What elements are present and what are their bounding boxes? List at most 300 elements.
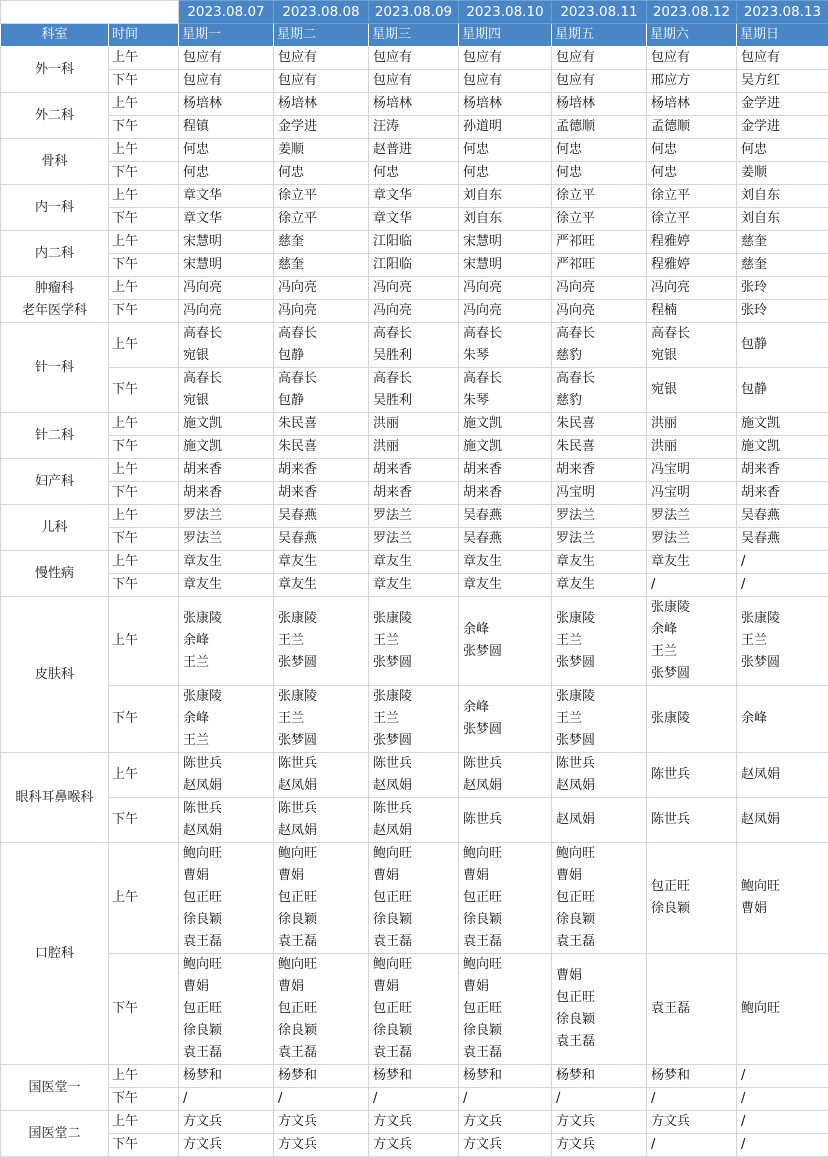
doctor-name: 金学进 <box>278 116 368 138</box>
doctor-name: 张梦圆 <box>556 730 646 752</box>
doctor-name: 袁王磊 <box>373 931 458 953</box>
doctor-name: 曹娟 <box>741 898 828 920</box>
doctor-name: 徐良颖 <box>183 909 273 931</box>
doctor-cell <box>459 753 552 798</box>
doctor-name: 章友生 <box>373 551 458 573</box>
date-header-row <box>1 1 828 24</box>
doctor-cell <box>552 93 647 116</box>
schedule-row <box>1 300 828 323</box>
doctor-cell <box>179 413 274 436</box>
doctor-cell <box>459 231 552 254</box>
doctor-cell <box>647 162 737 185</box>
doctor-cell <box>647 574 737 597</box>
doctor-name: 何忠 <box>373 162 458 184</box>
department-name-line: 皮肤科 <box>1 664 108 686</box>
doctor-name: 曹娟 <box>278 976 368 998</box>
doctor-cell <box>369 185 459 208</box>
doctor-name: 包应有 <box>556 70 646 92</box>
period-label: 上午 <box>109 459 179 482</box>
doctor-name: 杨梦和 <box>183 1065 273 1087</box>
doctor-cell <box>552 231 647 254</box>
doctor-name: 包正旺 <box>183 998 273 1020</box>
doctor-cell <box>179 300 274 323</box>
doctor-name: 曹娟 <box>556 865 646 887</box>
doctor-name: / <box>183 1088 273 1110</box>
doctor-cell <box>459 482 552 505</box>
department-name-line: 针一科 <box>1 357 108 379</box>
doctor-cell <box>179 368 274 413</box>
doctor-name: 张梦圆 <box>278 730 368 752</box>
department-name <box>1 843 109 1065</box>
doctor-name: 陈世兵 <box>183 798 273 820</box>
doctor-name: 徐良颖 <box>183 1020 273 1042</box>
doctor-name: 宋慧明 <box>463 254 551 276</box>
doctor-cell <box>179 551 274 574</box>
doctor-cell <box>179 208 274 231</box>
doctor-cell <box>459 277 552 300</box>
doctor-name: 袁王磊 <box>373 1042 458 1064</box>
doctor-cell <box>179 686 274 753</box>
doctor-name: 章友生 <box>556 551 646 573</box>
doctor-name: 徐良颖 <box>373 909 458 931</box>
period-label: 下午 <box>109 798 179 843</box>
doctor-name: 陈世兵 <box>463 753 551 775</box>
doctor-cell <box>737 300 828 323</box>
doctor-cell <box>552 505 647 528</box>
doctor-cell <box>647 139 737 162</box>
doctor-cell <box>179 798 274 843</box>
doctor-name: 章友生 <box>651 551 736 573</box>
department-name <box>1 185 109 231</box>
doctor-name: 包应有 <box>463 70 551 92</box>
period-label: 上午 <box>109 47 179 70</box>
doctor-name: 章友生 <box>183 574 273 596</box>
weekday-header: 星期六 <box>647 24 737 47</box>
doctor-name: 朱民喜 <box>278 413 368 435</box>
doctor-cell <box>369 70 459 93</box>
doctor-cell <box>274 505 369 528</box>
doctor-name: 吴方红 <box>741 70 828 92</box>
doctor-name: 曹娟 <box>556 965 646 987</box>
doctor-name: 张梦圆 <box>651 663 736 685</box>
doctor-cell <box>369 551 459 574</box>
doctor-cell <box>459 459 552 482</box>
doctor-name: 洪丽 <box>373 436 458 458</box>
doctor-name: 陈世兵 <box>278 753 368 775</box>
doctor-name: 袁王磊 <box>463 931 551 953</box>
schedule-row <box>1 323 828 368</box>
doctor-cell <box>459 93 552 116</box>
doctor-cell <box>179 1065 274 1088</box>
time-column-header: 时间 <box>109 24 179 47</box>
doctor-cell <box>274 185 369 208</box>
doctor-name: 杨培林 <box>463 93 551 115</box>
doctor-name: 高春长 <box>651 323 736 345</box>
doctor-name: 袁王磊 <box>651 998 736 1020</box>
doctor-name: 宛银 <box>651 345 736 367</box>
period-label: 下午 <box>109 954 179 1065</box>
doctor-cell <box>369 954 459 1065</box>
doctor-cell <box>274 753 369 798</box>
doctor-cell <box>647 277 737 300</box>
doctor-name: 杨培林 <box>556 93 646 115</box>
doctor-name: 方文兵 <box>556 1111 646 1133</box>
department-name <box>1 459 109 505</box>
department-name <box>1 231 109 277</box>
doctor-name: 慈豹 <box>556 390 646 412</box>
weekday-header-row <box>1 24 828 47</box>
doctor-cell <box>274 459 369 482</box>
doctor-cell <box>179 116 274 139</box>
doctor-name: 包正旺 <box>373 998 458 1020</box>
weekday-header: 星期日 <box>737 24 828 47</box>
doctor-cell <box>552 551 647 574</box>
doctor-cell <box>274 528 369 551</box>
period-label: 下午 <box>109 116 179 139</box>
doctor-name: 张康陵 <box>278 608 368 630</box>
doctor-name: 方文兵 <box>373 1134 458 1156</box>
doctor-name: 施文凯 <box>463 436 551 458</box>
doctor-name: 罗法兰 <box>556 505 646 527</box>
doctor-name: 宋慧明 <box>183 231 273 253</box>
doctor-cell <box>369 505 459 528</box>
doctor-name: 陈世兵 <box>373 753 458 775</box>
doctor-name: 胡来香 <box>463 459 551 481</box>
doctor-name: 施文凯 <box>463 413 551 435</box>
weekday-header: 星期一 <box>179 24 274 47</box>
doctor-name: 金学进 <box>741 93 828 115</box>
doctor-name: 金学进 <box>741 116 828 138</box>
doctor-name: 方文兵 <box>183 1111 273 1133</box>
doctor-name: 包正旺 <box>556 987 646 1009</box>
weekday-header: 星期二 <box>274 24 369 47</box>
doctor-name: 徐立平 <box>278 185 368 207</box>
period-label: 下午 <box>109 528 179 551</box>
doctor-cell <box>369 47 459 70</box>
doctor-cell <box>274 482 369 505</box>
period-label: 上午 <box>109 139 179 162</box>
doctor-name: 包应有 <box>741 47 828 69</box>
doctor-name: 方文兵 <box>183 1134 273 1156</box>
doctor-cell <box>459 70 552 93</box>
doctor-cell <box>274 139 369 162</box>
doctor-cell <box>179 436 274 459</box>
schedule-row <box>1 70 828 93</box>
doctor-cell <box>369 686 459 753</box>
doctor-cell <box>647 459 737 482</box>
doctor-name: 冯向亮 <box>278 277 368 299</box>
doctor-cell <box>647 185 737 208</box>
doctor-cell <box>737 323 828 368</box>
schedule-row <box>1 1134 828 1157</box>
doctor-name: 罗法兰 <box>651 505 736 527</box>
doctor-name: / <box>651 574 736 596</box>
date-header: 2023.08.08 <box>274 1 369 24</box>
doctor-name: 包应有 <box>278 70 368 92</box>
doctor-name: 章文华 <box>373 185 458 207</box>
doctor-name: 余峰 <box>183 708 273 730</box>
doctor-name: 冯宝明 <box>556 482 646 504</box>
doctor-name: 徐良颖 <box>373 1020 458 1042</box>
doctor-name: 孟德顺 <box>556 116 646 138</box>
doctor-cell <box>274 798 369 843</box>
doctor-cell <box>647 116 737 139</box>
doctor-name: 陈世兵 <box>373 798 458 820</box>
period-label: 下午 <box>109 70 179 93</box>
doctor-name: 刘自东 <box>463 185 551 207</box>
period-label: 上午 <box>109 413 179 436</box>
doctor-cell <box>369 1111 459 1134</box>
doctor-name: 宛银 <box>183 390 273 412</box>
doctor-name: 胡来香 <box>463 482 551 504</box>
doctor-name: 方文兵 <box>278 1111 368 1133</box>
doctor-name: / <box>741 551 828 573</box>
doctor-cell <box>647 597 737 686</box>
schedule-row <box>1 116 828 139</box>
doctor-name: 胡来香 <box>183 459 273 481</box>
doctor-cell <box>647 505 737 528</box>
weekday-header: 星期三 <box>369 24 459 47</box>
doctor-cell <box>179 93 274 116</box>
doctor-name: 高春长 <box>463 368 551 390</box>
doctor-cell <box>737 1111 828 1134</box>
doctor-name: 赵凤娟 <box>278 820 368 842</box>
schedule-row <box>1 208 828 231</box>
doctor-cell <box>737 1088 828 1111</box>
doctor-name: 宋慧明 <box>183 254 273 276</box>
doctor-name: / <box>651 1088 736 1110</box>
doctor-name: 张康陵 <box>183 608 273 630</box>
doctor-name: 徐良颖 <box>556 909 646 931</box>
doctor-cell <box>369 300 459 323</box>
doctor-cell <box>647 254 737 277</box>
doctor-name: 包应有 <box>278 47 368 69</box>
doctor-cell <box>737 139 828 162</box>
doctor-name: 江阳临 <box>373 254 458 276</box>
doctor-cell <box>552 843 647 954</box>
doctor-cell <box>737 47 828 70</box>
doctor-cell <box>552 753 647 798</box>
department-name <box>1 413 109 459</box>
doctor-cell <box>179 505 274 528</box>
doctor-name: 赵凤娟 <box>463 775 551 797</box>
doctor-cell <box>647 1065 737 1088</box>
doctor-name: 何忠 <box>183 139 273 161</box>
doctor-cell <box>459 1134 552 1157</box>
doctor-cell <box>369 254 459 277</box>
doctor-name: 罗法兰 <box>373 505 458 527</box>
department-name-line: 内二科 <box>1 243 108 265</box>
doctor-cell <box>274 93 369 116</box>
doctor-cell <box>459 436 552 459</box>
doctor-cell <box>369 139 459 162</box>
doctor-cell <box>552 300 647 323</box>
department-name-line: 针二科 <box>1 425 108 447</box>
doctor-cell <box>369 798 459 843</box>
doctor-cell <box>274 1134 369 1157</box>
doctor-cell <box>647 300 737 323</box>
doctor-cell <box>737 1065 828 1088</box>
period-label: 下午 <box>109 254 179 277</box>
doctor-cell <box>459 1065 552 1088</box>
doctor-cell <box>369 93 459 116</box>
period-label: 上午 <box>109 505 179 528</box>
department-name-line: 外一科 <box>1 59 108 81</box>
doctor-cell <box>552 208 647 231</box>
doctor-name: 高春长 <box>278 323 368 345</box>
doctor-cell <box>737 116 828 139</box>
doctor-cell <box>369 482 459 505</box>
doctor-name: 刘自东 <box>741 208 828 230</box>
doctor-name: / <box>556 1088 646 1110</box>
period-label: 下午 <box>109 300 179 323</box>
schedule-row <box>1 47 828 70</box>
doctor-cell <box>552 686 647 753</box>
doctor-cell <box>647 798 737 843</box>
doctor-name: 慈奎 <box>278 231 368 253</box>
period-label: 上午 <box>109 93 179 116</box>
doctor-cell <box>647 93 737 116</box>
doctor-name: 徐良颖 <box>463 1020 551 1042</box>
doctor-cell <box>552 1088 647 1111</box>
doctor-cell <box>552 528 647 551</box>
doctor-cell <box>737 1134 828 1157</box>
doctor-name: 方文兵 <box>463 1111 551 1133</box>
doctor-name: 王兰 <box>373 708 458 730</box>
doctor-name: 赵凤娟 <box>278 775 368 797</box>
doctor-name: 徐立平 <box>278 208 368 230</box>
doctor-name: 何忠 <box>556 139 646 161</box>
doctor-name: 曹娟 <box>463 976 551 998</box>
doctor-name: 吴春燕 <box>278 505 368 527</box>
doctor-name: 洪丽 <box>651 413 736 435</box>
doctor-cell <box>459 528 552 551</box>
doctor-cell <box>737 162 828 185</box>
doctor-name: / <box>741 574 828 596</box>
doctor-cell <box>274 254 369 277</box>
doctor-cell <box>179 843 274 954</box>
doctor-name: 严祁旺 <box>556 254 646 276</box>
doctor-cell <box>459 686 552 753</box>
doctor-cell <box>552 1134 647 1157</box>
doctor-name: 吴春燕 <box>741 505 828 527</box>
doctor-name: 何忠 <box>463 162 551 184</box>
doctor-cell <box>369 413 459 436</box>
doctor-name: 高春长 <box>463 323 551 345</box>
doctor-name: 宛银 <box>651 379 736 401</box>
doctor-name: / <box>278 1088 368 1110</box>
department-name <box>1 139 109 185</box>
doctor-name: 章友生 <box>278 574 368 596</box>
doctor-cell <box>459 413 552 436</box>
doctor-cell <box>369 459 459 482</box>
doctor-name: 吴春燕 <box>741 528 828 550</box>
doctor-name: 章友生 <box>278 551 368 573</box>
doctor-name: 胡来香 <box>741 459 828 481</box>
doctor-name: 张康陵 <box>741 608 828 630</box>
doctor-name: 严祁旺 <box>556 231 646 253</box>
schedule-row <box>1 231 828 254</box>
doctor-name: 曹娟 <box>373 865 458 887</box>
doctor-name: 徐立平 <box>651 185 736 207</box>
doctor-cell <box>737 459 828 482</box>
doctor-name: 王兰 <box>556 630 646 652</box>
doctor-cell <box>737 93 828 116</box>
doctor-name: 鲍向旺 <box>556 843 646 865</box>
doctor-cell <box>647 436 737 459</box>
period-label: 上午 <box>109 231 179 254</box>
doctor-cell <box>459 208 552 231</box>
doctor-name: 包静 <box>278 390 368 412</box>
department-name <box>1 1065 109 1111</box>
doctor-cell <box>552 368 647 413</box>
doctor-name: / <box>741 1111 828 1133</box>
doctor-name: 何忠 <box>651 139 736 161</box>
schedule-row <box>1 1088 828 1111</box>
schedule-row <box>1 1065 828 1088</box>
doctor-cell <box>274 413 369 436</box>
doctor-name: 杨培林 <box>651 93 736 115</box>
doctor-cell <box>737 231 828 254</box>
doctor-cell <box>274 1111 369 1134</box>
doctor-name: 鲍向旺 <box>463 954 551 976</box>
doctor-cell <box>274 1088 369 1111</box>
doctor-name: 曹娟 <box>373 976 458 998</box>
schedule-body <box>1 47 828 1157</box>
doctor-name: 张康陵 <box>278 686 368 708</box>
doctor-name: 吴胜利 <box>373 390 458 412</box>
doctor-name: 陈世兵 <box>651 764 736 786</box>
schedule-row <box>1 505 828 528</box>
doctor-cell <box>737 70 828 93</box>
doctor-cell <box>274 323 369 368</box>
doctor-cell <box>552 459 647 482</box>
doctor-name: 孟德顺 <box>651 116 736 138</box>
doctor-name: 何忠 <box>651 162 736 184</box>
doctor-name: 慈奎 <box>278 254 368 276</box>
weekday-header: 星期四 <box>459 24 552 47</box>
doctor-cell <box>369 597 459 686</box>
department-name-line: 眼科耳鼻喉科 <box>1 787 108 809</box>
doctor-name: 杨培林 <box>278 93 368 115</box>
doctor-name: 章友生 <box>463 551 551 573</box>
doctor-name: 袁王磊 <box>556 931 646 953</box>
department-name-line: 外二科 <box>1 105 108 127</box>
schedule-row <box>1 528 828 551</box>
doctor-cell <box>552 597 647 686</box>
doctor-cell <box>552 574 647 597</box>
doctor-cell <box>647 1111 737 1134</box>
doctor-name: 姜顺 <box>741 162 828 184</box>
doctor-name: 陈世兵 <box>278 798 368 820</box>
doctor-name: 罗法兰 <box>373 528 458 550</box>
doctor-cell <box>369 574 459 597</box>
doctor-name: 邢应方 <box>651 70 736 92</box>
doctor-name: 胡来香 <box>556 459 646 481</box>
doctor-name: 宛银 <box>183 345 273 367</box>
doctor-cell <box>552 954 647 1065</box>
doctor-cell <box>179 482 274 505</box>
doctor-name: 洪丽 <box>373 413 458 435</box>
doctor-cell <box>179 528 274 551</box>
doctor-cell <box>179 277 274 300</box>
doctor-name: 施文凯 <box>741 413 828 435</box>
doctor-cell <box>179 753 274 798</box>
doctor-name: 包正旺 <box>651 876 736 898</box>
doctor-cell <box>459 139 552 162</box>
doctor-name: 包正旺 <box>278 887 368 909</box>
doctor-cell <box>179 47 274 70</box>
